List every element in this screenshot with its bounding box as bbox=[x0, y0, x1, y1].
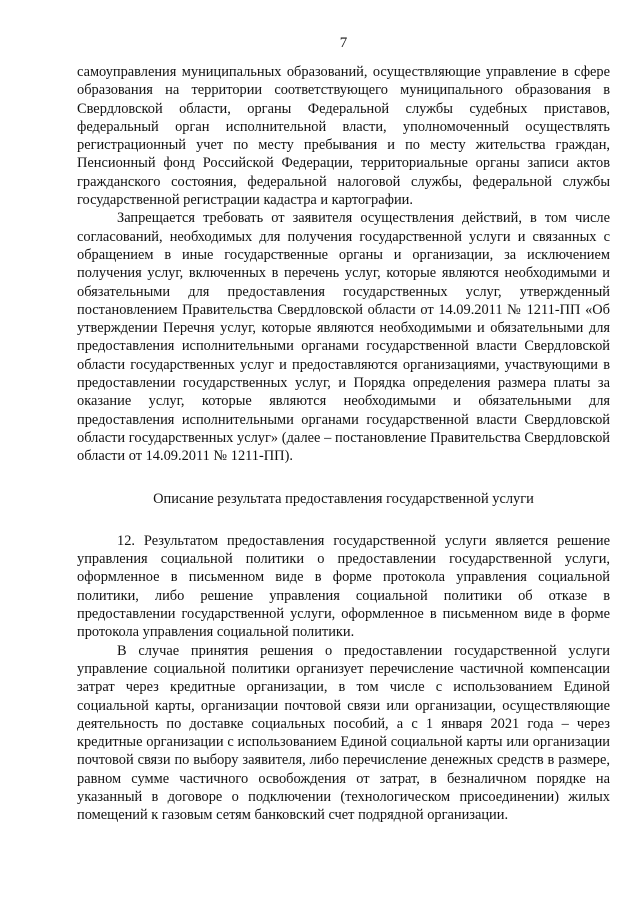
section-heading: Описание результата предоставления государственной услуги bbox=[153, 490, 534, 507]
paragraph-agencies-list: самоуправления муниципальных образований, осуществляющие управление в сфере образования на территории соответствующего муниципального образования в Свердловской области, органы Федеральной службы судебных приставов, федеральный орган исполнительной власти, уполномоченный осуществлять регистрационный учет по месту пребывания и по месту жительства граждан, Пенсионный фонд Российской Федерации, территориальные органы записи актов гражданского состояния, федеральной налоговой службы, федеральной службы государственной регистрации кадастра и картографии. bbox=[77, 64, 610, 209]
document-page bbox=[77, 33, 610, 825]
paragraph-prohibition: Запрещается требовать от заявителя осуществления действий, в том числе согласований, необходимых для получения государственной услуги и связанных с обращением в иные государственные органы и организации, за исключением получения услуг, включенных в перечень услуг, которые являются необходимыми и обязательными для предоставления государственных услуг, утвержденный постановлением Правительства Свердловской области от 14.09.2011 № 1211-ПП «Об утверждении Перечня услуг, которые являются необходимыми и обязательными для предоставления исполнительными органами государственной власти Свердловской области государственных услуг и предоставляются организациями, участвующими в предоставлении государственных услуг, и Порядка определения размера платы за оказание услуг, которые являются необходимыми и обязательными для предоставления исполнительными органами государственной власти Свердловской области государственных услуг» (далее – постановление Правительства Свердловской области от 14.09.2011 № 1211-ПП). bbox=[77, 210, 610, 465]
paragraph-result-12: 12. Результатом предоставления государственной услуги является решение управления социальной политики о предоставлении государственной услуги, оформленное в письменном виде в форме протокола управления социальной политики, либо решение управления социальной политики об отказе в предоставлении государственной услуги, оформленное в письменном виде в форме протокола управления социальной политики. bbox=[77, 532, 610, 641]
paragraph-compensation: В случае принятия решения о предоставлении государственной услуги управление социальной политики организует перечисление частичной компенсации затрат через кредитные организации, в том числе с использованием Единой социальной карты, организации почтовой связи или организации, осуществляющие деятельность по доставке социальных пособий, а с 1 января 2021 года – через кредитные организации с использованием Единой социальной карты или организации почтовой связи по выбору заявителя, либо перечисление денежных средств в размере, равном сумме частичного освобождения от затрат, в безналичном порядке на указанный в договоре о подключении (технологическом присоединении) жилых помещений к газовым сетям банковский счет подрядной организации. bbox=[77, 642, 610, 824]
page-number: 7 bbox=[339, 35, 348, 51]
